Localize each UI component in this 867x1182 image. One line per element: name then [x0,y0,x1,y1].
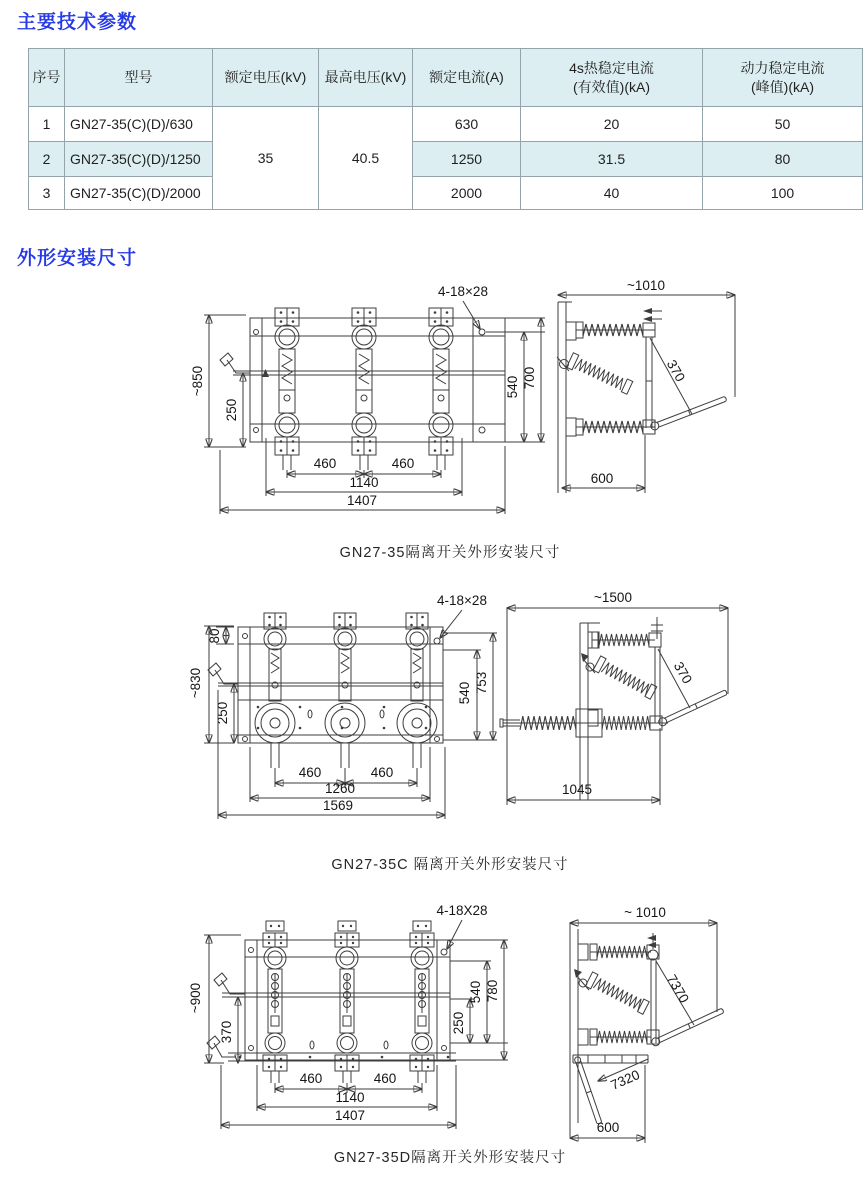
dim-bolt-holes: 4-18X28 [436,903,488,918]
cell-dynamic: 50 [703,107,863,142]
dim-540: 540 [457,681,472,705]
dim-side-width: ~1010 [627,278,665,293]
drawing-caption: GN27-35隔离开关外形安装尺寸 [339,545,561,561]
cell-dynamic: 80 [703,142,863,177]
header-rated-voltage: 额定电压(kV) [213,49,319,107]
cell-rated-voltage: 35 [213,107,319,210]
pole-assembly [429,308,453,470]
dim-height: ~900 [188,982,203,1014]
dim-7320: 7320 [608,1066,642,1093]
dim-600: 600 [596,1120,620,1135]
dim-side-width: ~ 1010 [624,905,666,920]
dim-bolt-holes: 4-18×28 [438,284,488,299]
dim-bolt-holes: 4-18×28 [437,593,487,608]
section-title-dimensions: 外形安装尺寸 [17,248,138,269]
header-serial: 序号 [29,49,65,107]
dim-height: ~850 [190,365,205,397]
drawing-caption: GN27-35D隔离开关外形安装尺寸 [333,1150,567,1166]
header-rated-current: 额定电流(A) [413,49,521,107]
dim-460a: 460 [313,456,337,471]
front-view [208,613,443,768]
dim-460b: 460 [391,456,415,471]
operating-handle [214,973,227,986]
dim-780: 780 [485,979,500,1003]
dim-753: 753 [474,671,489,695]
dim-460a: 460 [298,765,322,780]
pole-assembly [352,308,376,470]
dim-1407: 1407 [346,493,378,508]
pole-assembly [275,308,299,470]
dim-1260: 1260 [324,781,356,796]
dim-1569: 1569 [322,798,354,813]
cell-current: 1250 [413,142,521,177]
drawing-gn27-35d [0,893,867,1155]
cell-model: GN27-35(C)(D)/630 [65,107,213,142]
technical-parameters-table [28,48,863,210]
dim-460b: 460 [370,765,394,780]
pole-assembly [255,613,295,768]
dim-250: 250 [451,1011,466,1035]
header-thermal-current: 4s热稳定电流 (有效值)(kA) [521,49,703,107]
pole-assembly [263,921,287,1083]
table-row [29,107,863,142]
dim-7370: 7370 [663,971,692,1006]
dim-side-width: ~1500 [594,590,632,605]
dim-height: ~830 [188,667,203,699]
dim-700: 700 [522,366,537,390]
front-view [207,921,456,1083]
dim-540: 540 [468,980,483,1004]
dim-250: 250 [224,398,239,422]
pole-assembly [335,921,359,1083]
drawing-gn27-35 [0,278,867,536]
table-row [29,177,863,210]
cell-model: GN27-35(C)(D)/2000 [65,177,213,210]
cell-dynamic: 100 [703,177,863,210]
dim-460a: 460 [299,1071,323,1086]
header-max-voltage: 最高电压(kV) [319,49,413,107]
cell-no: 1 [29,107,65,142]
operating-rod [650,1007,724,1047]
dim-1140: 1140 [335,1090,365,1105]
dim-1407: 1407 [334,1108,366,1123]
table-header-row [29,49,863,107]
cell-model: GN27-35(C)(D)/1250 [65,142,213,177]
cell-current: 2000 [413,177,521,210]
pole-assembly [325,613,365,768]
cell-no: 3 [29,177,65,210]
header-model: 型号 [65,49,213,107]
dim-370: 370 [663,357,689,385]
operating-rod [657,688,728,727]
dim-250: 250 [215,701,230,725]
operating-handle [220,353,233,366]
dim-600: 600 [590,471,614,486]
cell-thermal: 20 [521,107,703,142]
cell-thermal: 31.5 [521,142,703,177]
pole-assembly [397,613,437,768]
cell-max-voltage: 40.5 [319,107,413,210]
operating-rod [650,395,728,431]
dim-540: 540 [505,375,520,399]
dim-1140: 1140 [349,475,379,490]
drawing-caption: GN27-35C 隔离开关外形安装尺寸 [331,857,569,873]
operating-handle [208,663,221,676]
dim-370: 370 [219,1020,234,1044]
header-dynamic-current: 动力稳定电流 (峰值)(kA) [703,49,863,107]
cell-thermal: 40 [521,177,703,210]
pole-assembly [410,921,434,1083]
cell-no: 2 [29,142,65,177]
side-view [557,278,735,493]
side-view [570,905,725,1143]
dim-370: 370 [670,659,696,687]
cell-current: 630 [413,107,521,142]
dim-1045: 1045 [561,782,593,797]
table-row [29,142,863,177]
drawing-gn27-35c [0,583,867,845]
dim-460b: 460 [373,1071,397,1086]
dim-80: 80 [207,628,222,644]
side-view [500,590,728,805]
section-title-main-parameters: 主要技术参数 [17,12,138,33]
